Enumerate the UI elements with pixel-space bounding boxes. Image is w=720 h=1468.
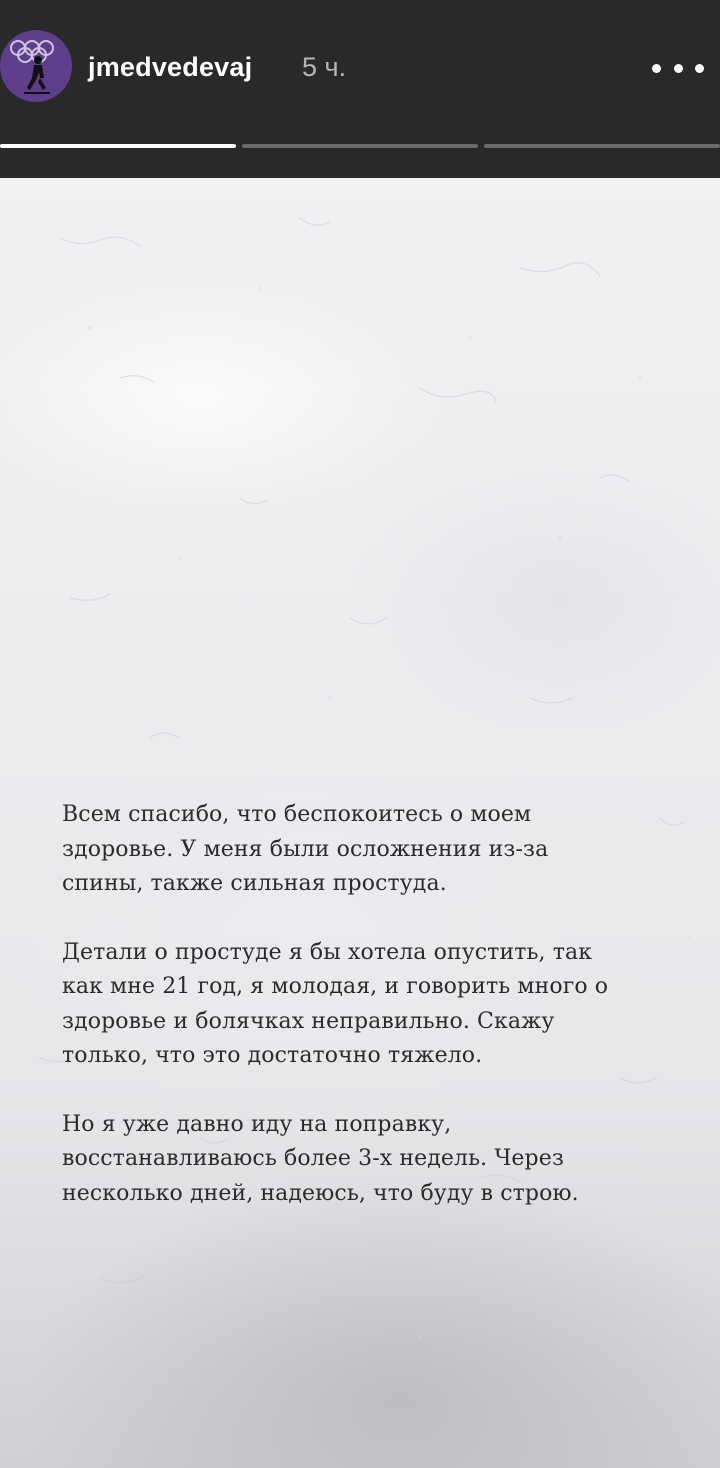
story-header (0, 0, 720, 178)
story-progress-fill (0, 144, 236, 148)
olympic-rings-skater-icon (0, 30, 72, 102)
story-progress-3 (484, 144, 720, 148)
message-paragraph: Всем спасибо, что беспокоитесь о моем здоровье. У меня были осложнения из-за спины, также сильная простуда. (62, 802, 549, 896)
more-options-button[interactable] (652, 54, 704, 82)
post-time: 5 ч. (302, 52, 347, 82)
username[interactable]: jmedvedevaj (88, 52, 253, 82)
message-paragraph: Но я уже давно иду на поправку, восстанавливаюсь более 3-х недель. Через несколько дней, надеюсь, что буду в строю. (62, 1111, 579, 1206)
story-image[interactable] (0, 178, 720, 1468)
story-message (62, 798, 682, 1245)
story-progress-1 (0, 144, 236, 148)
story-progress-2 (242, 144, 478, 148)
more-dot-icon (695, 64, 704, 73)
avatar[interactable] (0, 30, 72, 102)
more-dot-icon (674, 64, 683, 73)
message-paragraph: Детали о простуде я бы хотела опустить, так как мне 21 год, я молодая, и говорить много о здоровье и болячках неправильно. Скажу только, что это достаточно тяжело. (62, 939, 609, 1068)
more-dot-icon (652, 64, 661, 73)
